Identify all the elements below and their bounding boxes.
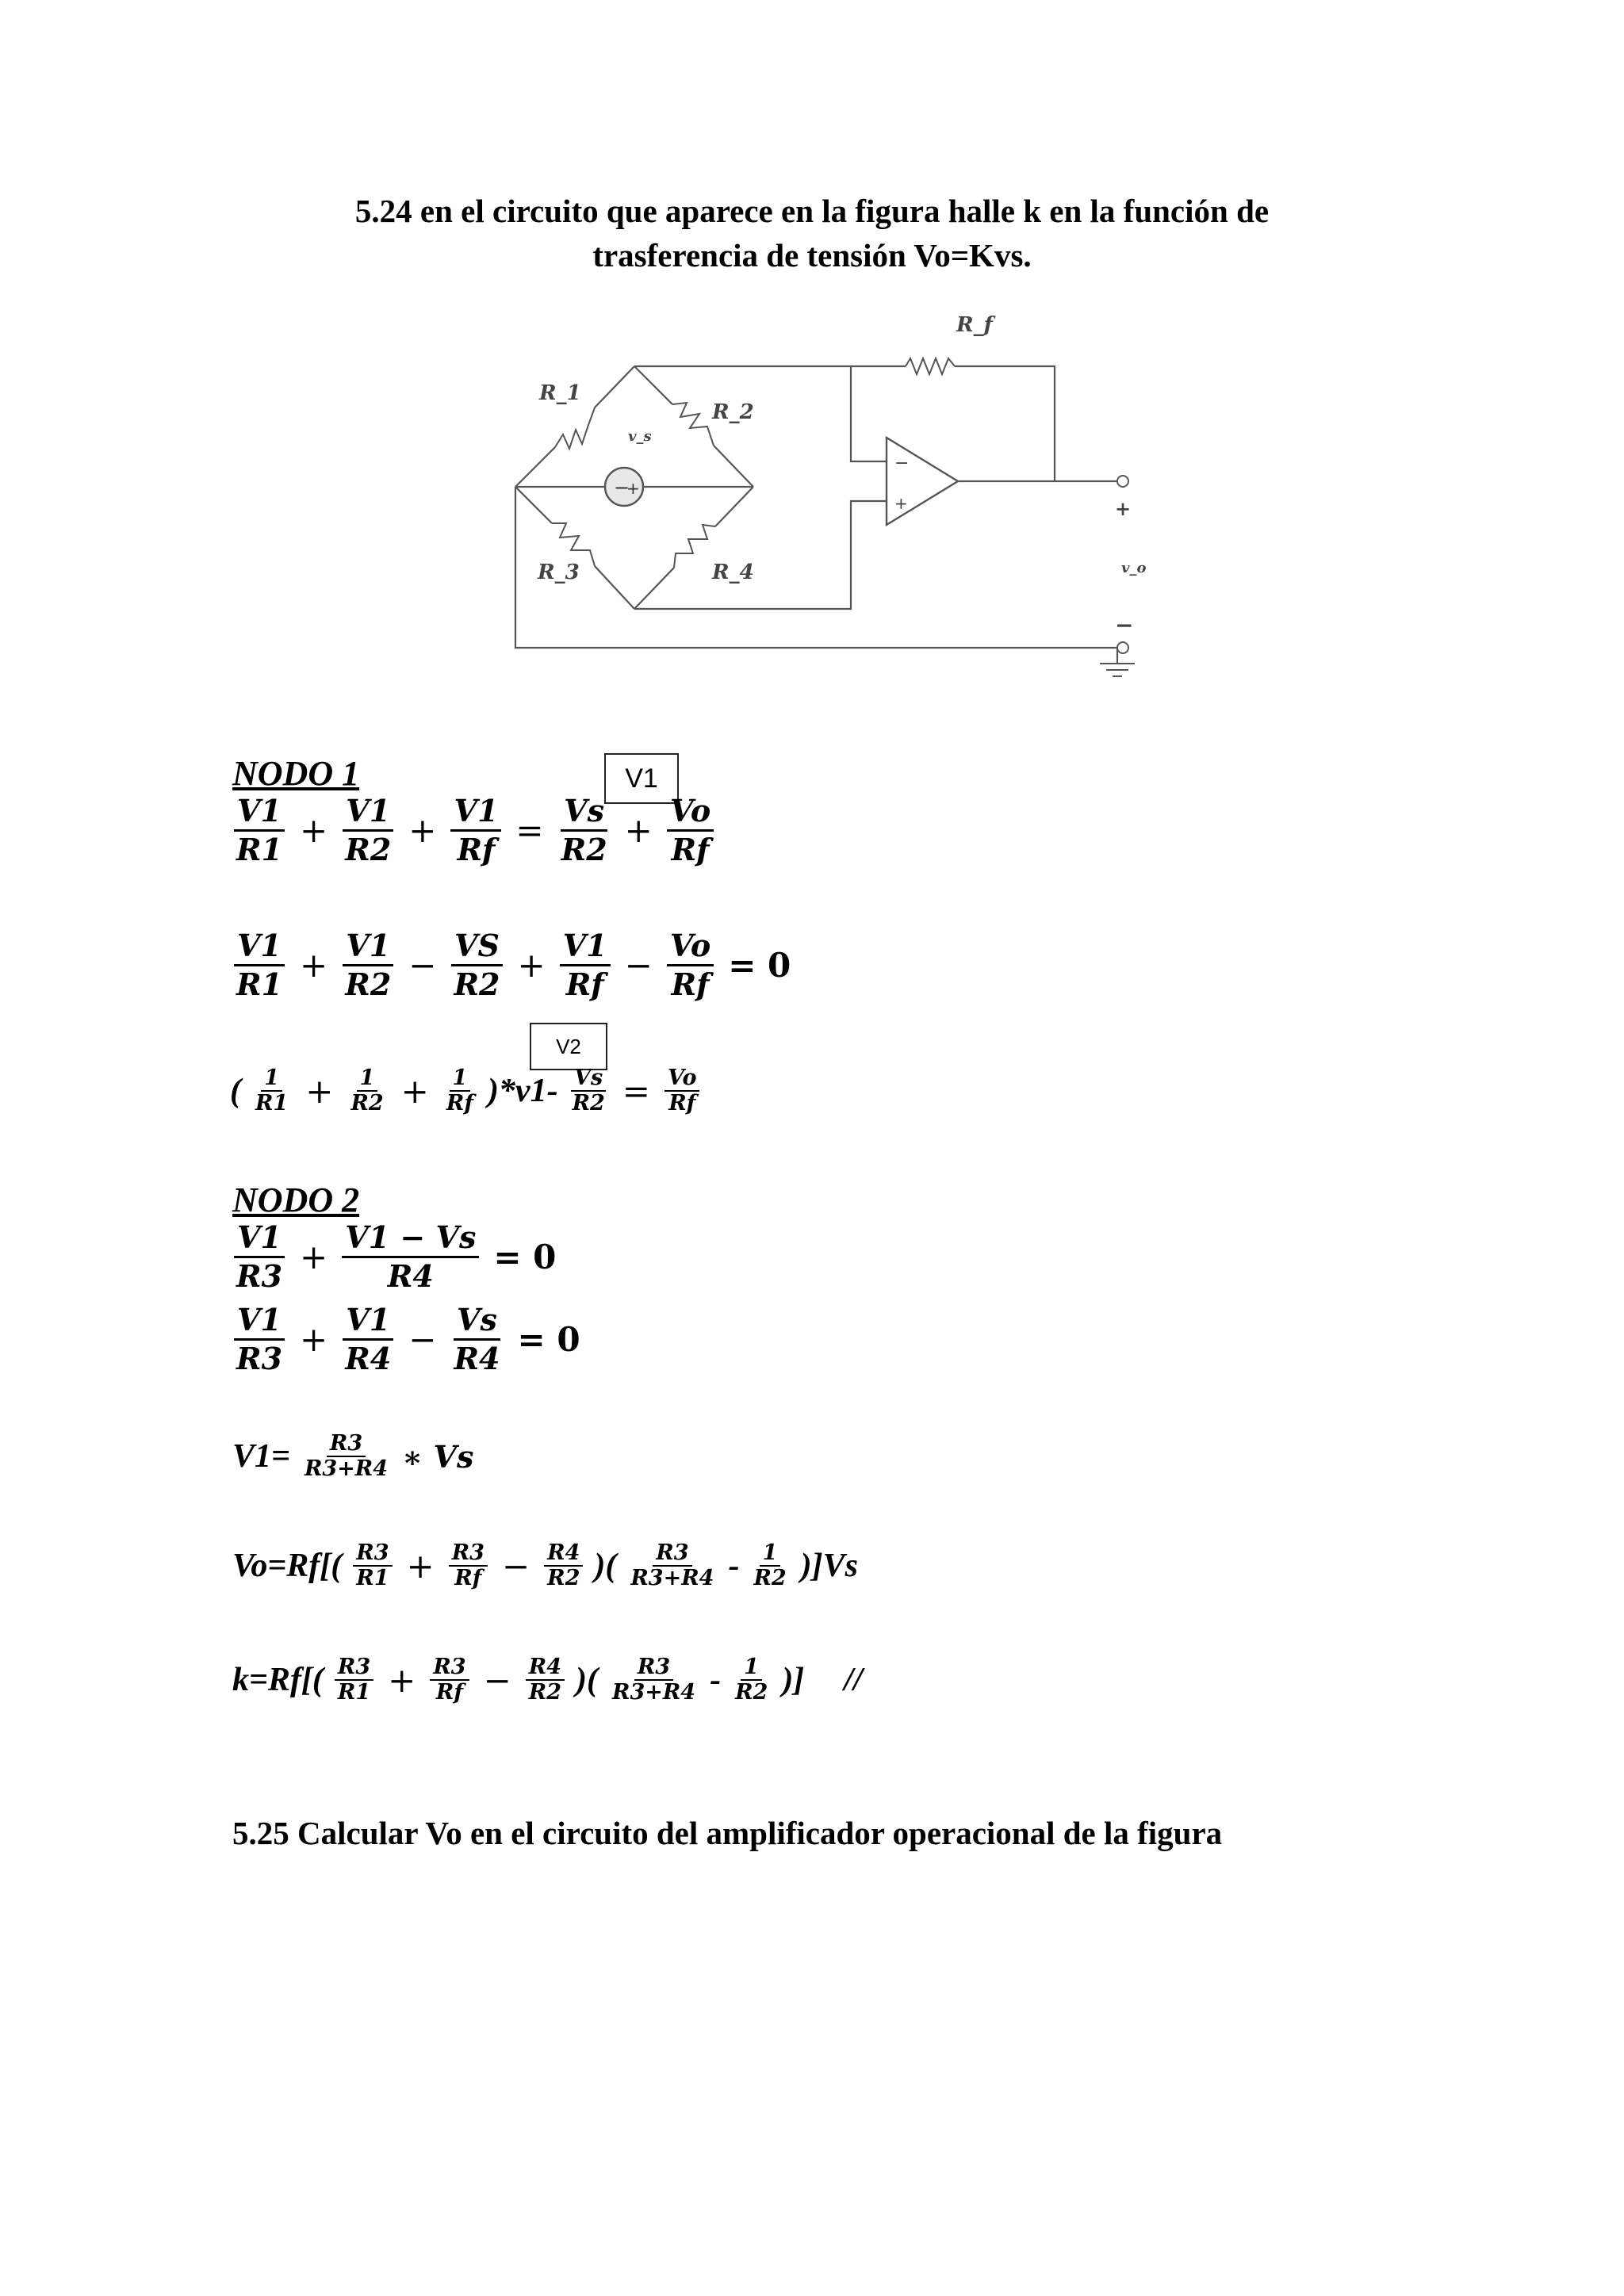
- equation-symbol: +: [517, 946, 546, 985]
- resistor-r1: [555, 408, 595, 449]
- fraction-term: Vo: [667, 928, 714, 966]
- fraction-term: R1: [337, 1680, 371, 1705]
- fraction-term: Rf: [671, 832, 710, 867]
- fraction-term: R2: [753, 1566, 787, 1590]
- fraction-term: R3: [449, 1541, 488, 1567]
- equation-symbol: −: [483, 1660, 511, 1700]
- equation-symbol: = 0: [728, 946, 791, 985]
- k-solution: [232, 1655, 863, 1705]
- fraction: [230, 1219, 289, 1295]
- fraction-term: Rf: [454, 1566, 482, 1590]
- equation-symbol: +: [388, 1660, 416, 1700]
- equation-symbol: k=Rf[(: [232, 1662, 324, 1698]
- fraction-term: R2: [547, 1566, 580, 1590]
- equation-symbol: = 0: [517, 1320, 580, 1359]
- circuit-diagram: [500, 301, 1150, 698]
- fraction-term: R2: [350, 1091, 384, 1115]
- node1-heading: NODO 1: [232, 754, 360, 793]
- fraction-term: R4: [454, 1341, 500, 1376]
- ground-symbol: [1100, 664, 1135, 676]
- fraction: [557, 928, 614, 1003]
- fraction: [664, 793, 717, 868]
- label-r2: R_2: [712, 400, 754, 424]
- v1-solution: [232, 1432, 473, 1481]
- fraction: [230, 793, 289, 868]
- equation-symbol: )]: [782, 1662, 805, 1698]
- fraction: [440, 1066, 480, 1115]
- equation-symbol: )(: [594, 1548, 617, 1584]
- fraction-term: R1: [236, 966, 283, 1002]
- label-r4: R_4: [712, 561, 754, 584]
- node2-heading: NODO 2: [232, 1181, 360, 1219]
- fraction-term: 1: [741, 1655, 762, 1681]
- fraction: [339, 1302, 397, 1377]
- equation-symbol: Vo=Rf[(: [232, 1548, 343, 1584]
- fraction: [606, 1655, 702, 1705]
- fraction: [230, 1302, 289, 1377]
- equation-symbol: =: [515, 811, 544, 850]
- fraction-term: R3: [327, 1432, 366, 1457]
- fraction-term: R3+R4: [304, 1456, 389, 1481]
- fraction: [555, 793, 614, 868]
- fraction: [523, 1655, 568, 1705]
- equation-symbol: -: [728, 1548, 740, 1584]
- equation-symbol: +: [300, 1238, 328, 1276]
- fraction-term: Rf: [565, 966, 604, 1002]
- fraction: [661, 1066, 703, 1115]
- fraction: [447, 793, 504, 868]
- fraction: [249, 1066, 294, 1115]
- source-minus-sign: −: [614, 476, 630, 499]
- fraction-term: R2: [345, 832, 392, 867]
- fraction-term: R4: [345, 1341, 392, 1376]
- equation-symbol: )(: [576, 1662, 598, 1698]
- equation-symbol: +: [400, 1071, 429, 1111]
- label-output-plus: +: [1115, 497, 1132, 520]
- fraction: [541, 1541, 586, 1590]
- wire-top-node-to-minus: [851, 366, 887, 461]
- source-plus-sign: +: [626, 479, 640, 498]
- fraction-term: R3: [335, 1655, 373, 1681]
- fraction-term: V1 − Vs: [342, 1219, 479, 1258]
- fraction-term: Vo: [667, 793, 714, 832]
- equation-symbol: +: [300, 811, 328, 850]
- fraction-term: R3+R4: [612, 1680, 696, 1705]
- bottom-wire: [515, 487, 1117, 664]
- equation-symbol: +: [408, 811, 437, 850]
- r2-leads: [634, 366, 753, 487]
- fraction-term: 1: [357, 1066, 378, 1092]
- fraction: [566, 1066, 611, 1115]
- resistor-r4: [674, 525, 715, 568]
- fraction-term: R3: [430, 1655, 469, 1681]
- equation-symbol: = 0: [493, 1238, 557, 1276]
- fraction-term: V1: [450, 793, 501, 832]
- box-label-v1: V1: [604, 753, 679, 804]
- fraction-term: R3: [353, 1541, 392, 1567]
- fraction-term: R3+R4: [630, 1566, 714, 1590]
- fraction-term: V1: [343, 1302, 393, 1341]
- fraction: [331, 1655, 377, 1705]
- fraction-term: V1: [234, 1219, 285, 1258]
- fraction: [729, 1655, 774, 1705]
- fraction-term: 1: [261, 1066, 282, 1092]
- equation-symbol: +: [300, 1320, 328, 1359]
- fraction-term: V1: [234, 793, 285, 832]
- fraction: [664, 928, 717, 1003]
- node2-equation-1: [230, 1219, 559, 1295]
- fraction-term: VS: [451, 928, 503, 966]
- opamp-minus-input: −: [894, 453, 910, 473]
- equation-symbol: -: [710, 1662, 722, 1698]
- equation-symbol: ∗ Vs: [402, 1438, 474, 1475]
- fraction: [446, 1541, 491, 1590]
- fraction: [447, 1302, 506, 1377]
- node1-equation-1: [230, 793, 717, 868]
- node1-equation-3: [230, 1066, 703, 1115]
- fraction: [427, 1655, 472, 1705]
- label-r1: R_1: [539, 381, 581, 405]
- fraction-term: R2: [572, 1091, 605, 1115]
- opamp-plus-input: +: [894, 494, 908, 513]
- fraction: [339, 1219, 482, 1295]
- fraction-term: R3: [653, 1541, 691, 1567]
- label-rf: R_f: [956, 313, 993, 337]
- fraction: [339, 793, 397, 868]
- equation-symbol: +: [305, 1071, 334, 1111]
- fraction-term: R4: [544, 1541, 583, 1567]
- fraction-term: Rf: [668, 1091, 696, 1115]
- fraction: [344, 1066, 389, 1115]
- fraction: [230, 928, 289, 1003]
- equation-symbol: )]Vs: [800, 1548, 859, 1584]
- vo-solution: [232, 1541, 858, 1590]
- end-mark: //: [844, 1662, 863, 1698]
- fraction-term: R2: [454, 966, 500, 1002]
- fraction-term: R4: [387, 1258, 434, 1294]
- fraction-term: R1: [356, 1566, 389, 1590]
- fraction-term: R3: [236, 1341, 283, 1376]
- fraction-term: Vs: [571, 1066, 606, 1092]
- problem-title: [238, 189, 1386, 277]
- label-vo: v_o: [1121, 560, 1147, 576]
- resistor-rf: [906, 358, 955, 374]
- equation-symbol: V1=: [232, 1438, 290, 1475]
- problem-title-line2: trasferencia de tensión Vo=Kvs.: [592, 237, 1032, 274]
- fraction-term: Vo: [665, 1066, 699, 1092]
- r4-leads: [634, 487, 753, 609]
- box-label-v2: V2: [530, 1023, 607, 1070]
- fraction-term: R1: [255, 1091, 289, 1115]
- fraction: [350, 1541, 395, 1590]
- fraction: [447, 928, 506, 1003]
- fraction-term: Vs: [454, 1302, 500, 1341]
- fraction-term: V1: [234, 928, 285, 966]
- fraction-term: Rf: [457, 832, 496, 867]
- equation-symbol: −: [408, 1320, 437, 1359]
- fraction-term: R3: [236, 1258, 283, 1294]
- fraction-term: V1: [560, 928, 611, 966]
- fraction-term: Vs: [561, 793, 607, 832]
- equation-symbol: −: [408, 946, 437, 985]
- equation-symbol: =: [622, 1071, 650, 1111]
- equation-symbol: −: [501, 1546, 530, 1586]
- fraction-term: Rf: [671, 966, 710, 1002]
- label-vs: v_s: [628, 428, 652, 445]
- equation-symbol: −: [624, 946, 653, 985]
- fraction-term: 1: [760, 1541, 781, 1567]
- fraction-term: R3: [634, 1655, 673, 1681]
- fraction-term: V1: [343, 928, 393, 966]
- fraction-term: Rf: [435, 1680, 463, 1705]
- fraction-term: R2: [561, 832, 607, 867]
- wire-bottom-node-to-plus: [634, 501, 887, 609]
- fraction-term: R2: [528, 1680, 562, 1705]
- fraction: [339, 928, 397, 1003]
- output-terminal-bottom: [1117, 642, 1128, 653]
- equation-symbol: +: [624, 811, 653, 850]
- equation-symbol: (: [230, 1073, 241, 1109]
- equation-symbol: +: [300, 946, 328, 985]
- fraction-term: V1: [343, 793, 393, 832]
- equation-symbol: +: [406, 1546, 435, 1586]
- fraction-term: R2: [345, 966, 392, 1002]
- fraction-term: R4: [526, 1655, 565, 1681]
- fraction-term: V1: [234, 1302, 285, 1341]
- resistor-r3: [552, 523, 595, 566]
- wire-rf-to-out: [955, 366, 1055, 481]
- label-r3: R_3: [538, 561, 580, 584]
- node1-equation-2: [230, 928, 794, 1003]
- fraction-term: Rf: [446, 1091, 473, 1115]
- equation-symbol: )*v1-: [487, 1073, 558, 1109]
- next-problem-title: 5.25 Calcular Vo en el circuito del amplificador operacional de la figura: [232, 1815, 1223, 1851]
- fraction: [747, 1541, 792, 1590]
- fraction-term: R1: [236, 832, 283, 867]
- fraction-term: R2: [735, 1680, 768, 1705]
- resistor-r2: [672, 403, 714, 446]
- fraction: [624, 1541, 720, 1590]
- fraction: [298, 1432, 394, 1481]
- output-terminal-top: [1117, 476, 1128, 487]
- label-output-minus: −: [1115, 612, 1134, 638]
- problem-title-line1: 5.24 en el circuito que aparece en la figura halle k en la función de: [354, 193, 1270, 229]
- fraction-term: 1: [450, 1066, 471, 1092]
- node2-equation-2: [230, 1302, 584, 1377]
